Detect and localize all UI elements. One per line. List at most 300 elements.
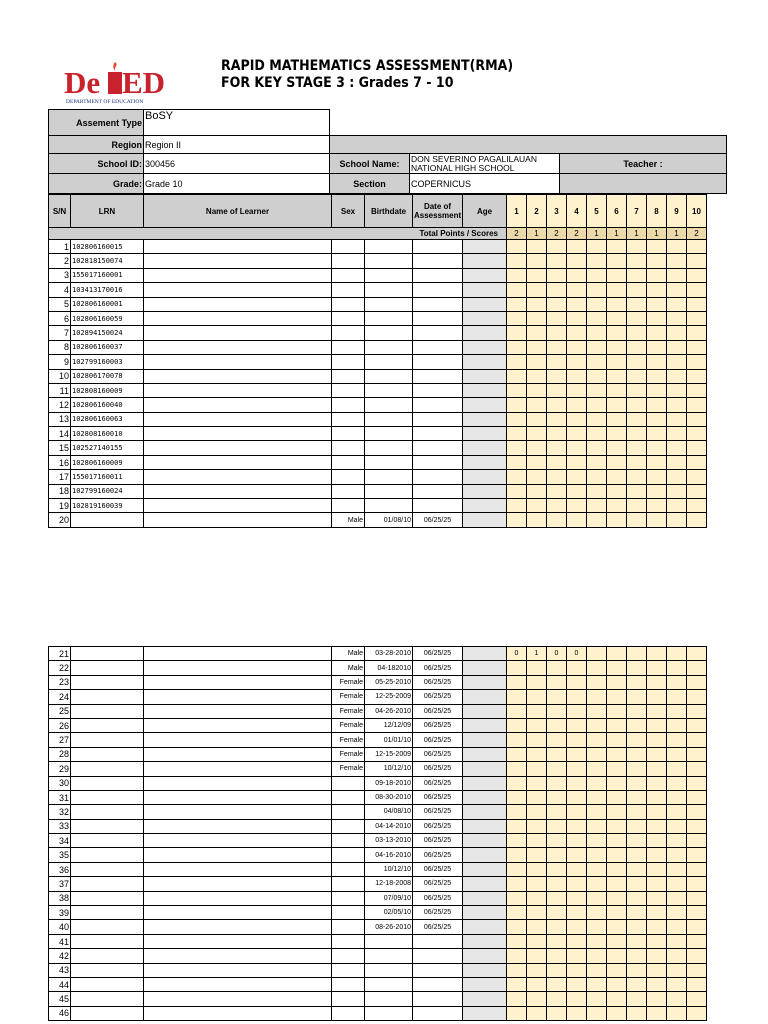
row-score-item-6[interactable] bbox=[607, 268, 627, 282]
row-score-item-4[interactable] bbox=[567, 470, 587, 484]
row-score-item-8[interactable] bbox=[647, 877, 667, 891]
row-score-item-2[interactable] bbox=[527, 776, 547, 790]
row-sex[interactable] bbox=[332, 963, 365, 977]
row-learner-name[interactable] bbox=[144, 718, 332, 732]
row-score-item-8[interactable] bbox=[647, 283, 667, 297]
row-score-item-3[interactable] bbox=[547, 311, 567, 325]
row-birthdate[interactable]: 10/12/10 bbox=[365, 762, 413, 776]
row-score-item-6[interactable] bbox=[607, 733, 627, 747]
row-birthdate[interactable] bbox=[365, 398, 413, 412]
row-score-item-3[interactable] bbox=[547, 427, 567, 441]
row-score-item-1[interactable] bbox=[507, 776, 527, 790]
row-score-item-5[interactable] bbox=[587, 297, 607, 311]
row-score-item-7[interactable] bbox=[627, 920, 647, 934]
row-date-of-assessment[interactable] bbox=[413, 340, 463, 354]
row-score-item-6[interactable] bbox=[607, 326, 627, 340]
row-score-item-8[interactable] bbox=[647, 891, 667, 905]
row-score-item-8[interactable] bbox=[647, 776, 667, 790]
row-score-item-1[interactable] bbox=[507, 906, 527, 920]
row-lrn[interactable] bbox=[71, 992, 144, 1006]
row-date-of-assessment[interactable]: 06/25/25 bbox=[413, 733, 463, 747]
row-learner-name[interactable] bbox=[144, 297, 332, 311]
row-score-item-9[interactable] bbox=[667, 470, 687, 484]
row-sex[interactable]: Female bbox=[332, 718, 365, 732]
row-learner-name[interactable] bbox=[144, 963, 332, 977]
row-score-item-3[interactable] bbox=[547, 254, 567, 268]
row-score-item-3[interactable] bbox=[547, 441, 567, 455]
row-sex[interactable] bbox=[332, 268, 365, 282]
row-score-item-5[interactable] bbox=[587, 513, 607, 527]
row-score-item-3[interactable] bbox=[547, 862, 567, 876]
row-score-item-3[interactable] bbox=[547, 877, 567, 891]
row-score-item-8[interactable] bbox=[647, 647, 667, 661]
row-sex[interactable]: Female bbox=[332, 704, 365, 718]
row-learner-name[interactable] bbox=[144, 805, 332, 819]
row-date-of-assessment[interactable]: 06/25/25 bbox=[413, 848, 463, 862]
row-date-of-assessment[interactable] bbox=[413, 455, 463, 469]
row-lrn[interactable]: 102527140155 bbox=[71, 441, 144, 455]
row-score-item-2[interactable] bbox=[527, 455, 547, 469]
row-score-item-10[interactable] bbox=[687, 776, 707, 790]
row-score-item-8[interactable] bbox=[647, 1006, 667, 1020]
row-score-item-5[interactable] bbox=[587, 254, 607, 268]
row-score-item-1[interactable] bbox=[507, 427, 527, 441]
row-score-item-9[interactable] bbox=[667, 383, 687, 397]
row-score-item-2[interactable] bbox=[527, 949, 547, 963]
row-score-item-6[interactable] bbox=[607, 834, 627, 848]
row-score-item-9[interactable] bbox=[667, 297, 687, 311]
row-score-item-5[interactable] bbox=[587, 992, 607, 1006]
row-score-item-10[interactable] bbox=[687, 412, 707, 426]
row-score-item-9[interactable] bbox=[667, 805, 687, 819]
row-score-item-5[interactable] bbox=[587, 484, 607, 498]
row-score-item-10[interactable] bbox=[687, 254, 707, 268]
row-score-item-10[interactable] bbox=[687, 499, 707, 513]
row-score-item-10[interactable] bbox=[687, 675, 707, 689]
row-score-item-7[interactable] bbox=[627, 283, 647, 297]
row-score-item-7[interactable] bbox=[627, 1006, 647, 1020]
row-lrn[interactable] bbox=[71, 747, 144, 761]
row-score-item-9[interactable] bbox=[667, 661, 687, 675]
row-date-of-assessment[interactable]: 06/25/25 bbox=[413, 790, 463, 804]
row-sex[interactable] bbox=[332, 805, 365, 819]
row-score-item-1[interactable] bbox=[507, 790, 527, 804]
row-score-item-10[interactable] bbox=[687, 877, 707, 891]
grade-value[interactable]: Grade 10 bbox=[144, 174, 330, 194]
row-lrn[interactable] bbox=[71, 906, 144, 920]
row-score-item-1[interactable] bbox=[507, 718, 527, 732]
row-score-item-10[interactable] bbox=[687, 383, 707, 397]
row-score-item-5[interactable] bbox=[587, 675, 607, 689]
row-score-item-2[interactable] bbox=[527, 254, 547, 268]
row-score-item-5[interactable] bbox=[587, 718, 607, 732]
row-date-of-assessment[interactable] bbox=[413, 297, 463, 311]
row-score-item-9[interactable] bbox=[667, 906, 687, 920]
row-score-item-10[interactable] bbox=[687, 733, 707, 747]
row-score-item-4[interactable] bbox=[567, 819, 587, 833]
row-birthdate[interactable]: 12-25-2009 bbox=[365, 690, 413, 704]
row-score-item-1[interactable] bbox=[507, 762, 527, 776]
row-learner-name[interactable] bbox=[144, 661, 332, 675]
row-score-item-2[interactable] bbox=[527, 369, 547, 383]
row-score-item-1[interactable] bbox=[507, 441, 527, 455]
row-score-item-9[interactable] bbox=[667, 513, 687, 527]
row-date-of-assessment[interactable]: 06/25/25 bbox=[413, 762, 463, 776]
row-birthdate[interactable] bbox=[365, 455, 413, 469]
row-score-item-6[interactable] bbox=[607, 819, 627, 833]
row-score-item-4[interactable] bbox=[567, 762, 587, 776]
row-lrn[interactable] bbox=[71, 963, 144, 977]
row-score-item-2[interactable] bbox=[527, 240, 547, 254]
row-score-item-6[interactable] bbox=[607, 398, 627, 412]
row-score-item-8[interactable] bbox=[647, 326, 667, 340]
row-score-item-8[interactable] bbox=[647, 484, 667, 498]
row-score-item-4[interactable] bbox=[567, 805, 587, 819]
row-lrn[interactable]: 102894150024 bbox=[71, 326, 144, 340]
row-score-item-7[interactable] bbox=[627, 412, 647, 426]
row-learner-name[interactable] bbox=[144, 513, 332, 527]
row-score-item-2[interactable] bbox=[527, 398, 547, 412]
row-learner-name[interactable] bbox=[144, 704, 332, 718]
row-score-item-2[interactable] bbox=[527, 311, 547, 325]
row-score-item-9[interactable] bbox=[667, 499, 687, 513]
row-score-item-1[interactable] bbox=[507, 470, 527, 484]
row-learner-name[interactable] bbox=[144, 499, 332, 513]
row-score-item-6[interactable] bbox=[607, 675, 627, 689]
row-score-item-1[interactable] bbox=[507, 733, 527, 747]
row-score-item-1[interactable] bbox=[507, 268, 527, 282]
row-score-item-6[interactable] bbox=[607, 383, 627, 397]
row-lrn[interactable]: 102806160037 bbox=[71, 340, 144, 354]
row-score-item-6[interactable] bbox=[607, 412, 627, 426]
row-score-item-4[interactable] bbox=[567, 906, 587, 920]
row-score-item-2[interactable] bbox=[527, 762, 547, 776]
row-score-item-2[interactable] bbox=[527, 340, 547, 354]
row-score-item-3[interactable] bbox=[547, 240, 567, 254]
row-sex[interactable] bbox=[332, 790, 365, 804]
row-sex[interactable] bbox=[332, 412, 365, 426]
row-lrn[interactable] bbox=[71, 834, 144, 848]
row-birthdate[interactable] bbox=[365, 283, 413, 297]
row-score-item-9[interactable] bbox=[667, 963, 687, 977]
row-score-item-6[interactable] bbox=[607, 992, 627, 1006]
row-score-item-9[interactable] bbox=[667, 920, 687, 934]
row-birthdate[interactable] bbox=[365, 934, 413, 948]
row-score-item-5[interactable] bbox=[587, 268, 607, 282]
row-date-of-assessment[interactable]: 06/25/25 bbox=[413, 704, 463, 718]
row-birthdate[interactable] bbox=[365, 240, 413, 254]
row-birthdate[interactable]: 12-18-2008 bbox=[365, 877, 413, 891]
row-sex[interactable] bbox=[332, 311, 365, 325]
row-lrn[interactable]: 102806160009 bbox=[71, 455, 144, 469]
row-lrn[interactable]: 103413170016 bbox=[71, 283, 144, 297]
row-score-item-4[interactable] bbox=[567, 240, 587, 254]
row-score-item-10[interactable] bbox=[687, 805, 707, 819]
row-lrn[interactable] bbox=[71, 862, 144, 876]
row-score-item-7[interactable] bbox=[627, 355, 647, 369]
row-score-item-3[interactable] bbox=[547, 733, 567, 747]
row-score-item-5[interactable] bbox=[587, 977, 607, 991]
row-lrn[interactable] bbox=[71, 513, 144, 527]
row-score-item-3[interactable] bbox=[547, 920, 567, 934]
row-lrn[interactable] bbox=[71, 877, 144, 891]
row-birthdate[interactable]: 12/12/09 bbox=[365, 718, 413, 732]
row-birthdate[interactable] bbox=[365, 484, 413, 498]
row-score-item-9[interactable] bbox=[667, 934, 687, 948]
row-score-item-6[interactable] bbox=[607, 963, 627, 977]
row-learner-name[interactable] bbox=[144, 949, 332, 963]
row-score-item-7[interactable] bbox=[627, 441, 647, 455]
row-score-item-8[interactable] bbox=[647, 949, 667, 963]
row-score-item-2[interactable] bbox=[527, 704, 547, 718]
row-sex[interactable] bbox=[332, 398, 365, 412]
row-sex[interactable] bbox=[332, 819, 365, 833]
row-sex[interactable] bbox=[332, 877, 365, 891]
row-score-item-10[interactable] bbox=[687, 704, 707, 718]
row-score-item-6[interactable] bbox=[607, 718, 627, 732]
row-score-item-9[interactable] bbox=[667, 776, 687, 790]
row-score-item-4[interactable] bbox=[567, 455, 587, 469]
row-birthdate[interactable]: 04-182010 bbox=[365, 661, 413, 675]
row-score-item-7[interactable] bbox=[627, 499, 647, 513]
row-date-of-assessment[interactable]: 06/25/25 bbox=[413, 805, 463, 819]
row-birthdate[interactable] bbox=[365, 340, 413, 354]
row-lrn[interactable] bbox=[71, 762, 144, 776]
row-score-item-6[interactable] bbox=[607, 790, 627, 804]
row-date-of-assessment[interactable] bbox=[413, 992, 463, 1006]
row-score-item-3[interactable] bbox=[547, 834, 567, 848]
row-score-item-8[interactable] bbox=[647, 733, 667, 747]
row-date-of-assessment[interactable] bbox=[413, 977, 463, 991]
row-score-item-6[interactable] bbox=[607, 647, 627, 661]
school-name-value[interactable]: DON SEVERINO PAGALILAUAN NATIONAL HIGH SCHOOL bbox=[410, 154, 560, 174]
row-score-item-3[interactable] bbox=[547, 963, 567, 977]
row-score-item-7[interactable] bbox=[627, 675, 647, 689]
row-score-item-1[interactable] bbox=[507, 297, 527, 311]
row-lrn[interactable] bbox=[71, 704, 144, 718]
row-birthdate[interactable] bbox=[365, 383, 413, 397]
row-learner-name[interactable] bbox=[144, 383, 332, 397]
row-lrn[interactable] bbox=[71, 647, 144, 661]
row-score-item-10[interactable] bbox=[687, 992, 707, 1006]
row-score-item-5[interactable] bbox=[587, 805, 607, 819]
row-score-item-6[interactable] bbox=[607, 949, 627, 963]
region-value[interactable]: Region II bbox=[144, 136, 330, 154]
row-score-item-2[interactable] bbox=[527, 675, 547, 689]
row-score-item-1[interactable] bbox=[507, 834, 527, 848]
row-score-item-3[interactable] bbox=[547, 661, 567, 675]
row-score-item-1[interactable] bbox=[507, 891, 527, 905]
row-date-of-assessment[interactable] bbox=[413, 311, 463, 325]
row-score-item-3[interactable] bbox=[547, 355, 567, 369]
row-score-item-3[interactable] bbox=[547, 992, 567, 1006]
row-lrn[interactable] bbox=[71, 934, 144, 948]
row-score-item-4[interactable] bbox=[567, 920, 587, 934]
row-score-item-5[interactable] bbox=[587, 412, 607, 426]
row-lrn[interactable]: 155017160001 bbox=[71, 268, 144, 282]
row-date-of-assessment[interactable] bbox=[413, 1006, 463, 1020]
row-score-item-9[interactable] bbox=[667, 819, 687, 833]
row-score-item-1[interactable] bbox=[507, 992, 527, 1006]
row-score-item-3[interactable] bbox=[547, 776, 567, 790]
row-date-of-assessment[interactable]: 06/25/25 bbox=[413, 819, 463, 833]
row-score-item-4[interactable] bbox=[567, 398, 587, 412]
row-date-of-assessment[interactable] bbox=[413, 326, 463, 340]
row-score-item-4[interactable] bbox=[567, 355, 587, 369]
row-score-item-10[interactable] bbox=[687, 647, 707, 661]
row-score-item-10[interactable] bbox=[687, 690, 707, 704]
row-date-of-assessment[interactable] bbox=[413, 499, 463, 513]
row-score-item-10[interactable] bbox=[687, 920, 707, 934]
row-score-item-6[interactable] bbox=[607, 355, 627, 369]
row-score-item-6[interactable] bbox=[607, 297, 627, 311]
row-score-item-1[interactable] bbox=[507, 819, 527, 833]
row-score-item-5[interactable] bbox=[587, 790, 607, 804]
row-score-item-4[interactable] bbox=[567, 369, 587, 383]
row-date-of-assessment[interactable] bbox=[413, 470, 463, 484]
row-score-item-6[interactable] bbox=[607, 776, 627, 790]
row-score-item-5[interactable] bbox=[587, 398, 607, 412]
row-score-item-10[interactable] bbox=[687, 848, 707, 862]
row-score-item-10[interactable] bbox=[687, 834, 707, 848]
row-score-item-7[interactable] bbox=[627, 268, 647, 282]
row-learner-name[interactable] bbox=[144, 862, 332, 876]
row-score-item-3[interactable] bbox=[547, 383, 567, 397]
row-score-item-6[interactable] bbox=[607, 1006, 627, 1020]
row-learner-name[interactable] bbox=[144, 398, 332, 412]
row-lrn[interactable] bbox=[71, 819, 144, 833]
row-score-item-1[interactable] bbox=[507, 240, 527, 254]
row-birthdate[interactable] bbox=[365, 254, 413, 268]
row-birthdate[interactable]: 01/01/10 bbox=[365, 733, 413, 747]
row-date-of-assessment[interactable] bbox=[413, 254, 463, 268]
row-score-item-7[interactable] bbox=[627, 240, 647, 254]
row-sex[interactable] bbox=[332, 920, 365, 934]
row-score-item-7[interactable] bbox=[627, 733, 647, 747]
row-birthdate[interactable] bbox=[365, 470, 413, 484]
row-score-item-3[interactable] bbox=[547, 455, 567, 469]
row-birthdate[interactable]: 09-18-2010 bbox=[365, 776, 413, 790]
row-score-item-4[interactable] bbox=[567, 441, 587, 455]
row-score-item-8[interactable] bbox=[647, 311, 667, 325]
row-score-item-9[interactable] bbox=[667, 441, 687, 455]
row-score-item-10[interactable] bbox=[687, 441, 707, 455]
row-date-of-assessment[interactable]: 06/25/25 bbox=[413, 675, 463, 689]
row-lrn[interactable] bbox=[71, 1006, 144, 1020]
row-score-item-10[interactable] bbox=[687, 819, 707, 833]
row-score-item-9[interactable] bbox=[667, 254, 687, 268]
section-value[interactable]: COPERNICUS bbox=[410, 174, 560, 194]
row-score-item-5[interactable] bbox=[587, 661, 607, 675]
row-date-of-assessment[interactable] bbox=[413, 355, 463, 369]
row-score-item-6[interactable] bbox=[607, 340, 627, 354]
row-lrn[interactable] bbox=[71, 776, 144, 790]
row-score-item-6[interactable] bbox=[607, 441, 627, 455]
row-score-item-6[interactable] bbox=[607, 920, 627, 934]
row-score-item-1[interactable] bbox=[507, 675, 527, 689]
row-birthdate[interactable] bbox=[365, 992, 413, 1006]
row-sex[interactable] bbox=[332, 441, 365, 455]
row-score-item-9[interactable] bbox=[667, 240, 687, 254]
row-score-item-2[interactable] bbox=[527, 326, 547, 340]
row-score-item-9[interactable] bbox=[667, 355, 687, 369]
row-birthdate[interactable]: 04-14-2010 bbox=[365, 819, 413, 833]
row-score-item-7[interactable] bbox=[627, 455, 647, 469]
row-sex[interactable] bbox=[332, 977, 365, 991]
row-score-item-10[interactable] bbox=[687, 355, 707, 369]
row-lrn[interactable] bbox=[71, 977, 144, 991]
row-score-item-9[interactable] bbox=[667, 1006, 687, 1020]
row-date-of-assessment[interactable] bbox=[413, 427, 463, 441]
row-score-item-7[interactable] bbox=[627, 470, 647, 484]
row-score-item-2[interactable] bbox=[527, 934, 547, 948]
row-score-item-2[interactable] bbox=[527, 834, 547, 848]
row-score-item-9[interactable] bbox=[667, 283, 687, 297]
row-score-item-4[interactable] bbox=[567, 1006, 587, 1020]
row-sex[interactable]: Female bbox=[332, 747, 365, 761]
row-birthdate[interactable]: 08-26-2010 bbox=[365, 920, 413, 934]
row-score-item-9[interactable] bbox=[667, 877, 687, 891]
row-score-item-1[interactable] bbox=[507, 383, 527, 397]
row-birthdate[interactable]: 10/12/10 bbox=[365, 862, 413, 876]
row-score-item-7[interactable] bbox=[627, 790, 647, 804]
row-learner-name[interactable] bbox=[144, 369, 332, 383]
row-lrn[interactable]: 155017160011 bbox=[71, 470, 144, 484]
row-score-item-6[interactable] bbox=[607, 661, 627, 675]
row-score-item-7[interactable] bbox=[627, 398, 647, 412]
row-lrn[interactable] bbox=[71, 733, 144, 747]
row-score-item-2[interactable] bbox=[527, 513, 547, 527]
row-date-of-assessment[interactable] bbox=[413, 268, 463, 282]
row-lrn[interactable] bbox=[71, 675, 144, 689]
row-score-item-8[interactable] bbox=[647, 704, 667, 718]
row-date-of-assessment[interactable] bbox=[413, 963, 463, 977]
row-score-item-1[interactable]: 0 bbox=[507, 647, 527, 661]
row-score-item-3[interactable] bbox=[547, 934, 567, 948]
row-date-of-assessment[interactable]: 06/25/25 bbox=[413, 877, 463, 891]
assessment-type-value[interactable]: BoSY bbox=[144, 110, 330, 136]
row-score-item-5[interactable] bbox=[587, 762, 607, 776]
row-score-item-9[interactable] bbox=[667, 992, 687, 1006]
row-learner-name[interactable] bbox=[144, 848, 332, 862]
row-birthdate[interactable] bbox=[365, 311, 413, 325]
row-score-item-8[interactable] bbox=[647, 690, 667, 704]
row-score-item-2[interactable] bbox=[527, 906, 547, 920]
row-score-item-7[interactable] bbox=[627, 311, 647, 325]
row-score-item-7[interactable] bbox=[627, 297, 647, 311]
row-learner-name[interactable] bbox=[144, 747, 332, 761]
row-score-item-9[interactable] bbox=[667, 311, 687, 325]
row-score-item-4[interactable]: 0 bbox=[567, 647, 587, 661]
row-score-item-9[interactable] bbox=[667, 790, 687, 804]
row-score-item-4[interactable] bbox=[567, 412, 587, 426]
row-birthdate[interactable]: 02/05/10 bbox=[365, 906, 413, 920]
row-score-item-2[interactable] bbox=[527, 484, 547, 498]
row-score-item-3[interactable] bbox=[547, 513, 567, 527]
row-score-item-7[interactable] bbox=[627, 369, 647, 383]
row-score-item-7[interactable] bbox=[627, 891, 647, 905]
row-score-item-9[interactable] bbox=[667, 834, 687, 848]
row-lrn[interactable]: 102806160040 bbox=[71, 398, 144, 412]
row-score-item-8[interactable] bbox=[647, 834, 667, 848]
row-score-item-2[interactable] bbox=[527, 877, 547, 891]
row-score-item-8[interactable] bbox=[647, 383, 667, 397]
row-score-item-10[interactable] bbox=[687, 790, 707, 804]
row-score-item-3[interactable] bbox=[547, 369, 567, 383]
row-score-item-4[interactable] bbox=[567, 718, 587, 732]
row-score-item-10[interactable] bbox=[687, 906, 707, 920]
row-score-item-7[interactable] bbox=[627, 427, 647, 441]
